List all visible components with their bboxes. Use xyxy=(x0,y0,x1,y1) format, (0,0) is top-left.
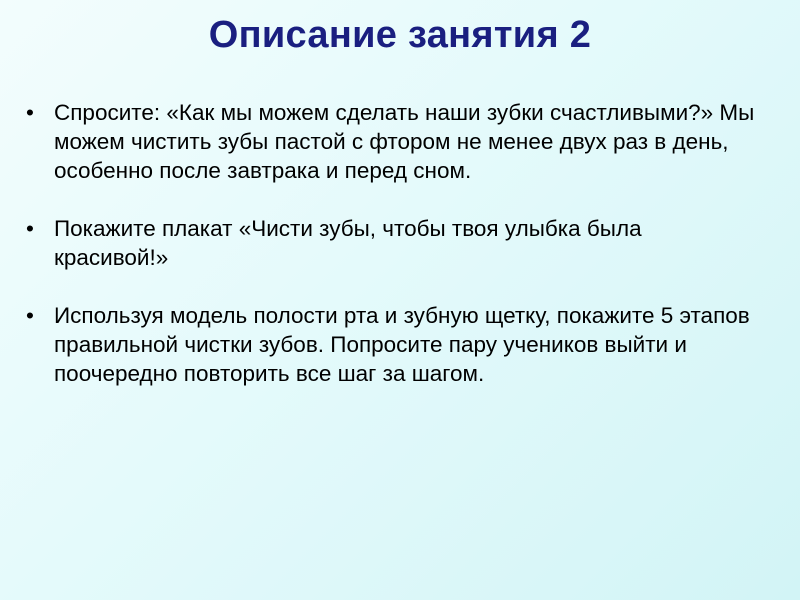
bullet-text: Спросите: «Как мы можем сделать наши зубки счастливыми?» Мы можем чистить зубы пастой с фтором не менее двух раз в день, особенно после завтрака и перед сном. xyxy=(54,100,755,183)
bullet-marker: • xyxy=(26,100,34,125)
bullet-item xyxy=(22,214,762,272)
bullet-text: Используя модель полости рта и зубную щетку, покажите 5 этапов правильной чистки зубов. Попросите пару учеников выйти и поочередно повторить все шаг за шагом. xyxy=(54,303,750,386)
bullet-item xyxy=(22,98,762,185)
bullet-list xyxy=(22,98,762,417)
bullet-text: Покажите плакат «Чисти зубы, чтобы твоя улыбка была красивой!» xyxy=(54,216,642,270)
slide-title: Описание занятия 2 xyxy=(208,14,592,56)
bullet-item xyxy=(22,301,762,388)
bullet-marker: • xyxy=(26,303,34,328)
bullet-marker: • xyxy=(26,216,34,241)
